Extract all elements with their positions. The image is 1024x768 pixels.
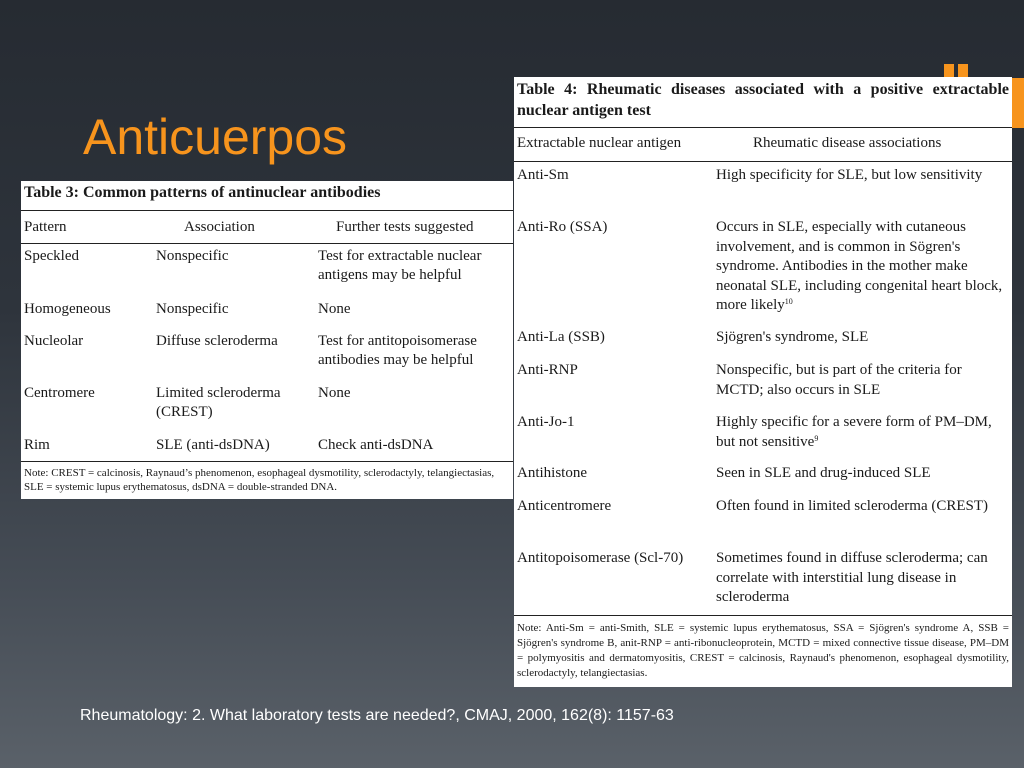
cell-text: Highly specific for a severe form of PM–DM, but not sensitive — [716, 414, 992, 450]
table-cell: Sjögren's syndrome, SLE — [716, 329, 869, 345]
table-cell: Anti-RNP — [517, 362, 578, 378]
table-cell: None — [318, 301, 351, 317]
reference-marker: 9 — [814, 433, 819, 443]
table-cell: Anti-Jo-1 — [517, 414, 575, 430]
corner-accent — [958, 64, 968, 78]
table-cell: Speckled — [24, 248, 79, 264]
table-cell: SLE (anti-dsDNA) — [156, 437, 270, 453]
table-cell: Anti-La (SSB) — [517, 329, 605, 345]
table-rule — [21, 210, 513, 211]
table-cell: Often found in limited scleroderma (CREST) — [716, 498, 989, 514]
citation: Rheumatology: 2. What laboratory tests are needed?, CMAJ, 2000, 162(8): 1157-63 — [80, 707, 674, 724]
column-header: Pattern — [24, 219, 67, 235]
table-cell: Test for extractable nuclear antigens may be helpful — [318, 248, 482, 283]
antinuclear-patterns-table — [21, 181, 513, 499]
table-cell: Antitopoisomerase (Scl-70) — [517, 550, 684, 566]
table-cell: Nonspecific — [156, 248, 229, 264]
slide-title: Anticuerpos — [83, 109, 348, 165]
table-cell: Homogeneous — [24, 301, 111, 317]
corner-accent — [944, 64, 954, 78]
table-cell: Test for antitopoisomerase antibodies may be helpful — [318, 333, 477, 368]
table-cell: Centromere — [24, 385, 95, 401]
table-cell: Antihistone — [517, 465, 587, 481]
corner-accent — [1012, 78, 1024, 128]
table-caption: Table 3: Common patterns of antinuclear antibodies — [24, 184, 381, 201]
extractable-nuclear-antigen-table — [514, 77, 1012, 687]
table-cell: Nonspecific — [156, 301, 229, 317]
reference-marker: 10 — [784, 297, 793, 306]
table-cell: Limited scleroderma (CREST) — [156, 385, 281, 420]
table-rule — [21, 243, 513, 244]
table-cell: High specificity for SLE, but low sensitivity — [716, 167, 983, 183]
table-note: Note: Anti-Sm = anti-Smith, SLE = systemic lupus erythematosus, SSA = Sjögren's syndrome A, SSB = Sjögren's syndrome B, anit-RNP = anti-ribonucleoprotein, MCTD = mixed connective tissue disease, PM–DM = polymyositis and dermatomyositis, CREST = calcinosis, Raynaud's phenomenon, esophageal dysmotility, sclerodactyly, telangiectasias. — [517, 622, 1009, 679]
table-rule — [514, 615, 1012, 616]
table-cell: Check anti-dsDNA — [318, 437, 434, 453]
table-cell: Sometimes found in diffuse scleroderma; can correlate with interstitial lung disease in scleroderma — [716, 550, 988, 605]
column-header: Association — [184, 219, 255, 235]
table-rule — [514, 127, 1012, 128]
table-cell: Anti-Sm — [517, 167, 569, 183]
table-cell: Seen in SLE and drug-induced SLE — [716, 465, 931, 481]
table-rule — [21, 461, 513, 462]
table-rule — [514, 161, 1012, 162]
column-header: Rheumatic disease associations — [753, 135, 942, 151]
table-cell: Diffuse scleroderma — [156, 333, 278, 349]
table-cell: None — [318, 385, 351, 401]
column-header: Extractable nuclear antigen — [517, 135, 682, 151]
table-cell: Anticentromere — [517, 498, 612, 514]
table-note: Note: CREST = calcinosis, Raynaud’s phenomenon, esophageal dysmotility, sclerodactyly, telangiectasias, SLE = systemic lupus erythematosus, dsDNA = double-stranded DNA. — [24, 467, 495, 493]
cell-text: Occurs in SLE, especially with cutaneous involvement, and is common in Sögren's syndrome. Antibodies in the mother make neonatal SLE, including congenital heart block, more likely — [716, 219, 1003, 313]
table-cell: Anti-Ro (SSA) — [517, 219, 608, 235]
table-cell — [716, 413, 1008, 452]
column-header: Further tests suggested — [336, 219, 474, 235]
table-cell: Nucleolar — [24, 333, 84, 349]
table-cell: Nonspecific, but is part of the criteria for MCTD; also occurs in SLE — [716, 362, 962, 398]
table-cell — [716, 218, 1008, 316]
table-cell: Rim — [24, 437, 50, 453]
table-caption: Table 4: Rheumatic diseases associated with a positive extractable nuclear antigen test — [517, 81, 1009, 119]
